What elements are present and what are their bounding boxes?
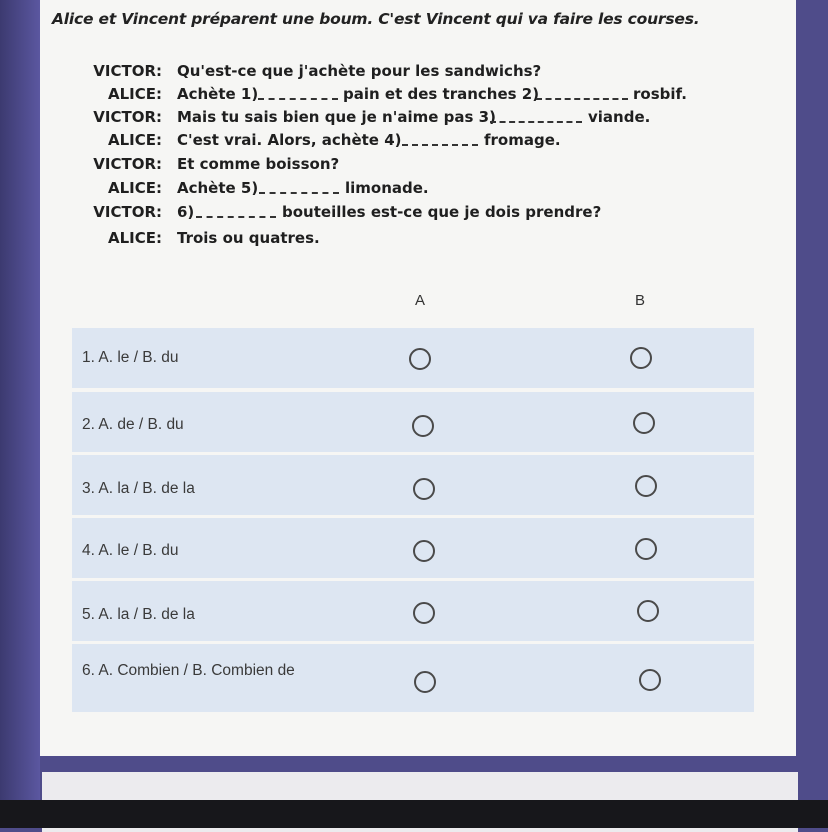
grid-row-6 — [72, 644, 754, 712]
radio-4-a[interactable] — [413, 540, 435, 562]
dialogue-text: viande. — [588, 108, 651, 126]
speaker: VICTOR: — [93, 108, 162, 126]
radio-3-a[interactable] — [413, 478, 435, 500]
column-header-b: B — [634, 292, 645, 309]
dialogue-text: 6) — [177, 203, 195, 221]
dialogue-line-3 — [0, 108, 828, 131]
radio-4-b[interactable] — [635, 538, 657, 560]
dialogue-text: Achète 1) — [177, 85, 259, 103]
dialogue-line-5 — [0, 155, 828, 178]
speaker: VICTOR: — [93, 62, 162, 80]
dialogue-text: pain et des tranches 2) — [343, 85, 540, 103]
radio-1-a[interactable] — [409, 348, 431, 370]
speaker: ALICE: — [107, 229, 162, 247]
radio-1-b[interactable] — [630, 347, 652, 369]
screen-bezel — [0, 800, 828, 828]
dialogue-text: bouteilles est-ce que je dois prendre? — [282, 203, 602, 221]
row-label: 6. A. Combien / B. Combien de — [82, 662, 295, 679]
row-label: 4. A. le / B. du — [82, 542, 179, 559]
radio-6-a[interactable] — [414, 671, 436, 693]
dialogue-line-6 — [0, 179, 828, 202]
column-header-a: A — [414, 292, 425, 309]
dialogue-text: C'est vrai. Alors, achète 4) — [177, 131, 402, 149]
blank-5 — [259, 192, 339, 194]
radio-5-a[interactable] — [413, 602, 435, 624]
radio-6-b[interactable] — [639, 669, 661, 691]
radio-2-a[interactable] — [412, 415, 434, 437]
dialogue-line-1 — [0, 62, 828, 85]
row-label: 3. A. la / B. de la — [82, 480, 195, 497]
blank-2 — [536, 98, 628, 100]
speaker: VICTOR: — [93, 155, 162, 173]
dialogue-text: Et comme boisson? — [177, 155, 340, 173]
row-label: 2. A. de / B. du — [82, 416, 184, 433]
dialogue-text: Mais tu sais bien que je n'aime pas 3) — [177, 108, 496, 126]
row-label: 5. A. la / B. de la — [82, 606, 195, 623]
speaker: ALICE: — [107, 131, 162, 149]
dialogue-line-2 — [0, 85, 828, 108]
grid-row-4 — [72, 518, 754, 578]
radio-2-b[interactable] — [633, 412, 655, 434]
dialogue-text: rosbif. — [633, 85, 687, 103]
blank-3 — [490, 121, 582, 123]
grid-row-1 — [72, 328, 754, 388]
blank-1 — [258, 98, 338, 100]
row-label: 1. A. le / B. du — [82, 349, 179, 366]
dialogue-text: limonade. — [345, 179, 429, 197]
dialogue-text: Trois ou quatres. — [177, 229, 320, 247]
speaker: ALICE: — [107, 85, 162, 103]
speaker: ALICE: — [107, 179, 162, 197]
radio-5-b[interactable] — [637, 600, 659, 622]
grid-row-5 — [72, 581, 754, 641]
speaker: VICTOR: — [93, 203, 162, 221]
grid-row-3 — [72, 455, 754, 515]
blank-4 — [402, 144, 478, 146]
instructions-text: Alice et Vincent préparent une boum. C'est Vincent qui va faire les courses. — [52, 10, 700, 28]
dialogue-text: Qu'est-ce que j'achète pour les sandwichs? — [177, 62, 542, 80]
dialogue-text: fromage. — [484, 131, 561, 149]
dialogue-line-4 — [0, 131, 828, 154]
blank-6 — [196, 216, 276, 218]
dialogue-line-7 — [0, 203, 828, 226]
dialogue-text: Achète 5) — [177, 179, 259, 197]
radio-3-b[interactable] — [635, 475, 657, 497]
grid-row-2 — [72, 392, 754, 452]
dialogue-line-8 — [0, 229, 828, 252]
